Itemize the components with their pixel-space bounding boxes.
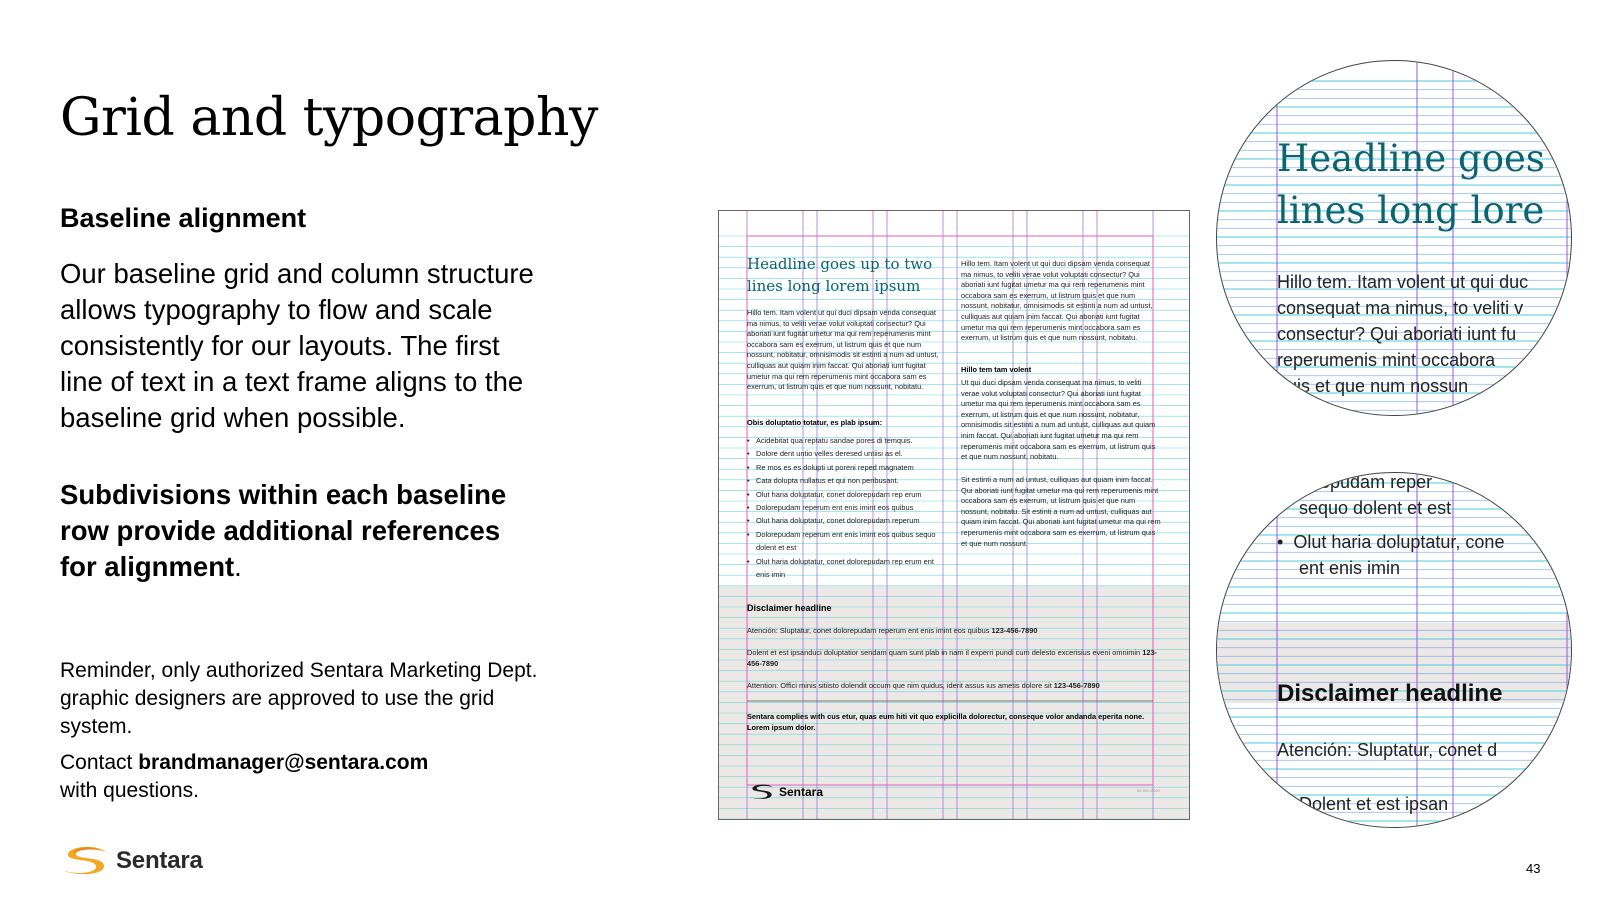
page-number: 43: [1526, 861, 1541, 876]
doc-list-item: • Olut haria doluptatur, conet dolorepudam reperum: [747, 514, 945, 527]
sentara-swirl-icon: [58, 846, 110, 876]
doc-list-item: • Acidebitat qua reptatu sandae pores di temquis.: [747, 434, 945, 447]
doc-list-item: • Re mos es es dolupti ut poreni reped magnatem: [747, 461, 945, 474]
zoom-bottom-grid-overlay: [1217, 473, 1572, 828]
doc-logo-text: Sentara: [779, 785, 824, 799]
doc-list-item: • Olut haria doluptatur, conet dolorepudam rep erum: [747, 488, 945, 501]
contact-paragraph: [60, 749, 540, 805]
doc-compliance: Sentara complies with cus etur, quas eum hiti vit quo explicilla dolorectur, conseque volor andanda eperita none. Lorem ipsum dolor.: [747, 712, 1145, 732]
doc-col1-bold: Obis doluptatio totatur, es plab ipsum:: [747, 418, 883, 427]
subhead: Baseline alignment: [60, 203, 307, 233]
doc-code: 00-000-0000: [1137, 788, 1160, 793]
doc-disclaimer-1: Atención: Sluptatur, conet dolorepudam reperum ent enis imint eos quibus 123-456-7890: [747, 626, 1038, 635]
slide-title: Grid and typography: [60, 88, 598, 148]
doc-col2-paragraph-2: Ut qui duci dipsam venda consequat ma nimus, to veliti verae volut voluptati consectur? Qui aboriati iunt fugitat umetur ma qui rem reperumenis mint occabora sam es exerrum, ut listrum quis et que num nossunt, nobitatur, omnisimodis sit estinti a num ad untust, culliquas aut quiam inim faccat. Qui aboriati iunt fugitat umetur ma qui rem reperumenis mint occabora sam es exerrum, ut listrum quis et que num nossunt, nobitatu.: [961, 378, 1156, 462]
zoom-body-line: quis et que num nossun: [1277, 376, 1469, 396]
reminder-paragraph: Reminder, only authorized Sentara Marketing Dept. graphic designers are approved to use the grid system.: [60, 659, 538, 738]
zoom-circle-disclaimer: [1216, 472, 1572, 828]
doc-disclaimer-headline: Disclaimer headline: [747, 603, 832, 613]
doc-disclaimer-3: Attention: Offici minis sitiisto dolendit occum que nim quidus, iderit assus ius ametis dolore sit 123-456-7890: [747, 681, 1100, 690]
zoom2-line-1: Dolorepudam reper: [1277, 472, 1433, 492]
document-thumbnail: [718, 210, 1190, 820]
doc-sentara-swirl-icon: [747, 784, 775, 800]
zoom2-bullet-cont: ent enis imin: [1299, 558, 1401, 578]
zoom-body-line: consectur? Qui aboriati iunt fu: [1277, 324, 1517, 344]
zoom2-disclaimer-headline: Disclaimer headline: [1277, 680, 1503, 707]
zoom-headline-line-2: lines long lore: [1277, 189, 1545, 232]
body-paragraph: Our baseline grid and column structure allows typography to flow and scale consistently for our layouts. The first line of text in a text frame aligns to the baseline grid when possible.: [60, 258, 534, 433]
zoom-body-line: Hillo tem. Itam volent ut qui duc: [1277, 272, 1529, 292]
doc-logo: [747, 784, 823, 800]
subdivision-bold: Subdivisions within each baseline row provide additional references for alignment: [60, 479, 507, 582]
subdivision-tail: .: [234, 551, 242, 582]
doc-list-item: • Cata dolupta nullatus et qui non peribusant.: [747, 474, 945, 487]
zoom-body-line: consequat ma nimus, to veliti v: [1277, 298, 1524, 318]
zoom-body-line: reperumenis mint occabora: [1277, 350, 1496, 370]
doc-list-item: • Olut haria doluptatur, conet dolorepudam rep erum ent enis imin: [747, 555, 945, 582]
doc-col1-list: [747, 434, 945, 581]
zoom2-line-2: sequo dolent et est: [1299, 498, 1452, 518]
zoom-headline-line-1: Headline goes: [1277, 137, 1545, 180]
contact-prefix: Contact: [60, 751, 139, 774]
doc-list-item: • Dolorepudam reperum ent enis imint eos quibus sequo dolent et est: [747, 528, 945, 555]
zoom2-line-3: Atención: Sluptatur, conet d: [1277, 740, 1498, 760]
doc-headline: Headline goes up to two lines long lorem ipsum: [747, 255, 933, 295]
doc-disclaimer-2: Dolent et est ipsanduci doluptatior sendam quam sunt plab in nam il experri pundi cum delesto excerisius eveni omnimin 123-456-7890: [747, 648, 1158, 668]
subdivision-paragraph: [60, 477, 540, 585]
zoom2-bullet: • Olut haria doluptatur, cone: [1277, 532, 1505, 552]
doc-list-item: • Dolorepudam reperum ent enis imint eos quibus: [747, 501, 945, 514]
logo-text: Sentara: [116, 847, 203, 874]
sentara-logo: [58, 846, 203, 876]
zoom-body: [1277, 269, 1528, 399]
zoom2-line-4: Dolent et est ipsan: [1299, 794, 1449, 814]
contact-email[interactable]: brandmanager@sentara.com: [138, 751, 429, 774]
doc-col1-paragraph: Hillo tem. Itam volent ut qui duci dipsam venda consequat ma nimus, to veliti verae volut voluptati consectur? Qui aboriati iunt fugitat umetur ma qui rem reperumenis mint occabora sam es exerrum, ut listrum quis et que num nossunt, nobitatur, omnisimodis sit estinti a num ad untust, culliquas aut quiam inim faccat. Qui aboriati iunt fugitat umetur ma qui rem reperumenis mint occabora sam es exerrum, ut listrum quis et que num nossunt, nobitatu.: [747, 308, 939, 392]
doc-list-item: • Dolore dent untio velles deresed untiisi as el.: [747, 447, 945, 460]
doc-col2-bold: Hillo tem tam volent: [961, 365, 1032, 374]
zoom-headline: [1277, 133, 1572, 237]
zoom-circle-headline: [1216, 60, 1572, 416]
doc-col2-paragraph-3: Sit estinti a num ad untust, culliquas aut quiam inim faccat. Qui aboriati iunt fugitat umetur ma qui rem reperumenis mint occabora sam es exerrum, ut listrum quis et que num nossunt, nobitatu. Sit estinti a num ad untust, culliquas aut quiam inim faccat. Qui aboriati iunt fugitat umetur ma qui rem reperumenis mint occabora sam es exerrum, ut listrum quis et que num nossunt.: [961, 475, 1161, 548]
doc-col2-paragraph-1: Hillo tem. Itam volent ut qui duci dipsam venda consequat ma nimus, to veliti verae volut voluptati consectur? Qui aboriati iunt fugitat umetur ma qui rem reperumenis mint occabora sam es exerrum, ut listrum quis et que num nossunt, nobitatur, omnisimodis sit estinti a num ad untust, culliquas aut quiam inim faccat. Qui aboriati iunt fugitat umetur ma qui rem reperumenis mint occabora sam es exerrum, ut listrum quis et que num nossunt, nobitatu.: [961, 259, 1153, 343]
contact-suffix: with questions.: [60, 779, 199, 802]
